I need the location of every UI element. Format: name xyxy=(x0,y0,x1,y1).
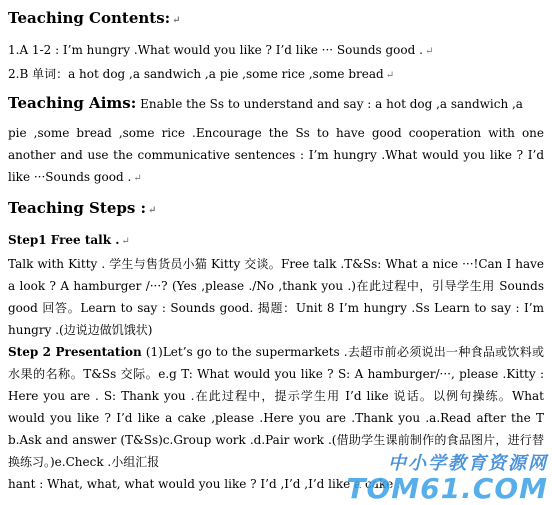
teaching-steps-heading xyxy=(8,198,544,221)
site-watermark xyxy=(346,449,548,503)
paragraph-mark-icon: ↵ xyxy=(172,15,181,26)
document-page xyxy=(8,6,544,495)
contents-line-1 xyxy=(8,39,544,63)
teaching-aims-heading: Teaching Aims: xyxy=(8,94,137,112)
watermark-cn-text: 中小学教育资源网 xyxy=(388,453,548,474)
teaching-contents-heading xyxy=(8,8,544,31)
watermark-en-text: TOM61.COM xyxy=(346,472,548,505)
paragraph-mark-icon: ↵ xyxy=(133,173,142,184)
step1-title xyxy=(8,229,544,253)
paragraph-mark-icon: ↵ xyxy=(424,46,434,57)
paragraph-mark-icon: ↵ xyxy=(385,70,395,81)
paragraph-mark-icon: ↵ xyxy=(148,205,157,216)
step1-text: Talk with Kitty . 学生与售货员小猫 Kitty 交谈。Free talk .T&Ss: What a nice ···!Can I have a look ? A hamburger /···? (Yes ,please ./No ,thank you .)在此过程中，引导学生用 Sounds good 回答。Learn to say : Sounds good. 揭题：Unit 8 I’m hungry .Ss Learn to say : I’m hungry .(边说边做饥饿状) xyxy=(8,257,544,337)
contents-line-2 xyxy=(8,63,544,87)
step2-title-text: Step 2 Presentation xyxy=(8,345,142,359)
heading-text: Teaching Steps : xyxy=(8,199,147,217)
heading-text: Teaching Contents: xyxy=(8,9,171,27)
teaching-aims-first-line xyxy=(8,91,544,116)
teaching-aims-text-rest: pie ,some bread ,some rice .Encourage the Ss to have good cooperation with one another and use the communicative sentences : I’m hungry .What would you like ? I’d like ···Sounds good . xyxy=(8,126,544,184)
step2-last-text: hant : What, what, what would you like ? I’d ,I’d ,I’d like a cake . xyxy=(8,477,401,491)
step1-title-text: Step1 Free talk . xyxy=(8,233,120,247)
teaching-aims-text-first: Enable the Ss to understand and say : a hot dog ,a sandwich ,a xyxy=(140,97,523,111)
contents-line-2-text: 2.B 单词：a hot dog ,a sandwich ,a pie ,some rice ,some bread xyxy=(8,67,384,81)
step2-text: (1)Let’s go to the supermarkets .去超市前必须说出一种食品或饮料或水果的名称。T&Ss 交际。e.g T: What would you like ? S: A hamburger/···, please .Kitty : Here you are . S: Thank you .在此过程中，提示学生用 I’d like 说话。以例句操练。What would you like ? I’d like a cake ,please .Here you are .Thank you .a.Read after the T b.Ask and answer (T&Ss)c.Group work .d.Pair work .(借助学生课前制作的食品图片，进行替换练习。)e.Check .小组汇报 xyxy=(8,345,544,469)
paragraph-mark-icon: ↵ xyxy=(121,236,130,247)
teaching-aims-rest xyxy=(8,122,544,190)
step1-paragraph xyxy=(8,253,544,341)
contents-line-1-text: 1.A 1-2 : I’m hungry .What would you like ? I’d like ··· Sounds good . xyxy=(8,43,423,57)
